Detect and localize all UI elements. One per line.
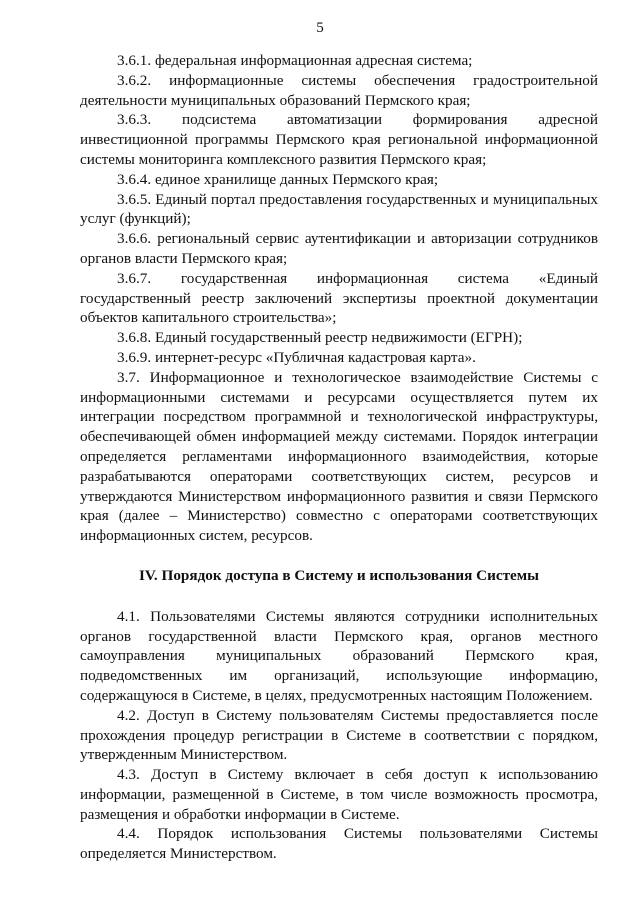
paragraph-3-6-1: 3.6.1. федеральная информационная адресная система;	[117, 52, 473, 69]
paragraph-3-6-5: 3.6.5. Единый портал предоставления государственных и муниципальных услуг (функций);	[80, 190, 598, 228]
paragraph-4-3: 4.3. Доступ в Систему включает в себя доступ к использованию информации, размещенной в Системе, в том числе возможность просмотра, размещения и обработки информации в Системе.	[80, 766, 598, 823]
paragraph-3-6-2: 3.6.2. информационные системы обеспечения градостроительной деятельности муниципальных образований Пермского края;	[80, 71, 598, 109]
page-number: 5	[316, 20, 324, 36]
paragraph-4-1: 4.1. Пользователями Системы являются сотрудники исполнительных органов государственной власти Пермского края, органов местного самоуправления муниципальных образований Пермского края, подведомственных им организаций, использующие информацию, содержащуюся в Системе, в целях, предусмотренных настоящим Положением.	[80, 607, 598, 704]
paragraph-3-6-7: 3.6.7. государственная информационная система «Единый государственный реестр заключений экспертизы проектной документации объектов капитального строительства»;	[80, 269, 598, 327]
section-heading: IV. Порядок доступа в Систему и использования Системы	[139, 566, 539, 584]
paragraph-3-7: 3.7. Информационное и технологическое взаимодействие Системы с информационными системами и ресурсами осуществляется путем их интеграции посредством программной и технологической инфраструктуры, обеспечивающей обмен информацией между системами. Порядок интеграции определяется регламентами информационного взаимодействия, которые разрабатываются операторами соответствующих систем, ресурсов и утверждаются Министерством информационного развития и связи Пермского края (далее – Министерство) совместно с операторами соответствующих информационных систем, ресурсов.	[80, 368, 598, 545]
paragraph-3-6-4: 3.6.4. единое хранилище данных Пермского края;	[117, 170, 439, 188]
paragraph-4-4: 4.4. Порядок использования Системы пользователями Системы определяется Министерством.	[80, 825, 598, 863]
paragraph-3-6-9: 3.6.9. интернет-ресурс «Публичная кадастровая карта».	[117, 348, 476, 366]
paragraph-3-6-6: 3.6.6. региональный сервис аутентификации и авторизации сотрудников органов власти Пермского края;	[80, 230, 598, 267]
paragraph-4-2: 4.2. Доступ в Систему пользователям Системы предоставляется после прохождения процедур регистрации в Системе в соответствии с порядком, утвержденным Министерством.	[80, 706, 598, 764]
paragraph-3-6-3: 3.6.3. подсистема автоматизации формирования адресной инвестиционной программы Пермского края региональной информационной системы мониторинга комплексного развития Пермского края;	[80, 111, 598, 168]
document-body	[80, 51, 598, 864]
paragraph-3-6-8: 3.6.8. Единый государственный реестр недвижимости (ЕГРН);	[117, 329, 523, 347]
